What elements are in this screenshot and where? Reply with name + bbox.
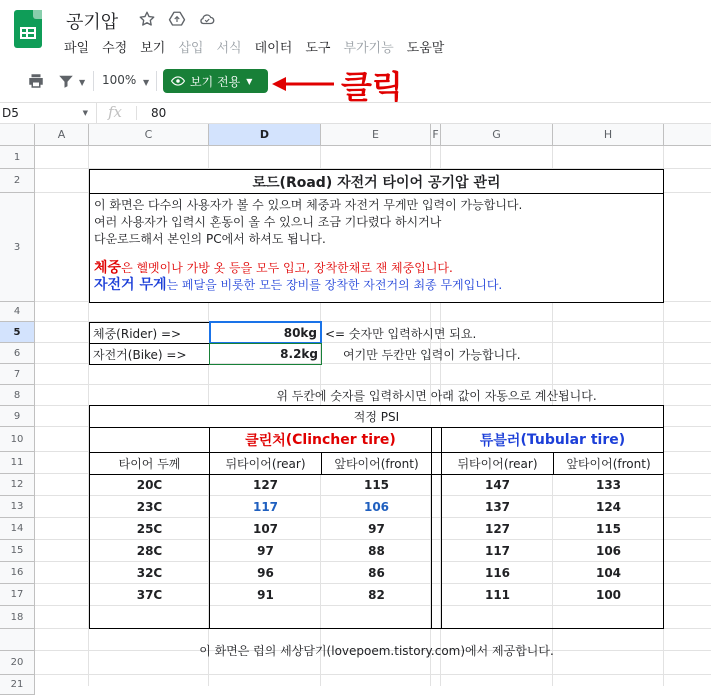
input-hint-2: 여기만 두칸만 입력이 가능합니다. (343, 347, 521, 362)
weight-description: 은 헬멧이나 가방 옷 등을 모두 입고, 장착한채로 잰 체중입니다. (121, 261, 453, 275)
click-annotation: 클릭 (341, 68, 403, 106)
rider-weight-label: 체중(Rider) => (89, 322, 210, 344)
tire-size-32c: 32C (136, 566, 163, 580)
row-header-1[interactable]: 1 (0, 146, 35, 169)
clincher-header (209, 427, 432, 453)
column-header-c[interactable]: C (89, 124, 209, 146)
clincher-rear-32c: 96 (257, 566, 274, 580)
row-header-20[interactable]: 20 (0, 651, 35, 675)
tubular-header (441, 427, 664, 453)
col-label-tubular-front: 앞타이어(front) (553, 452, 664, 475)
sheets-app-icon[interactable] (14, 10, 42, 48)
chevron-down-icon: ▼ (246, 76, 253, 86)
notice-bike-line (94, 277, 502, 294)
clincher-front-20c: 115 (363, 478, 390, 492)
tire-size-20c: 20C (136, 478, 163, 492)
row-header-18[interactable]: 18 (0, 606, 35, 629)
row-header-16[interactable]: 16 (0, 562, 35, 584)
row-header-11[interactable]: 11 (0, 452, 35, 474)
fx-icon: fx (108, 103, 123, 121)
row-header-7[interactable]: 7 (0, 364, 35, 385)
input-hint-1: <= 숫자만 입력하시면 되요. (325, 326, 477, 341)
tire-size-25c: 25C (136, 522, 163, 536)
tubular-front-25c: 115 (595, 522, 622, 536)
menu-bar (64, 37, 457, 57)
bike-weight-label: 자전거(Bike) => (89, 343, 210, 365)
bike-weight-description: 는 페달을 비롯한 모든 장비를 장착한 자전거의 최종 무게입니다. (166, 278, 503, 292)
select-all-corner[interactable] (0, 124, 35, 146)
tubular-rear-28c: 117 (484, 544, 511, 558)
bike-weight-term: 자전거 무게 (94, 277, 167, 293)
tire-type-blank (89, 427, 210, 453)
sheet-grid[interactable] (0, 124, 711, 690)
row-header-2[interactable]: 2 (0, 169, 35, 193)
row-header-10[interactable]: 10 (0, 427, 35, 452)
clincher-front-37c: 82 (368, 588, 385, 602)
cell-reference: D5 (2, 106, 19, 120)
row-header-13[interactable]: 13 (0, 496, 35, 518)
menu-insert[interactable]: 삽입 (178, 41, 204, 56)
tire-size-28c: 28C (136, 544, 163, 558)
row-header-19-box (0, 629, 35, 651)
tubular-rear-37c: 111 (484, 588, 511, 602)
clincher-front-32c: 86 (368, 566, 385, 580)
auto-calc-note: 위 두칸에 숫자를 입력하시면 아래 값이 자동으로 계산됩니다. (276, 389, 597, 403)
view-only-mode-button[interactable] (163, 69, 268, 93)
row-header-6[interactable]: 6 (0, 343, 35, 364)
menu-addons[interactable]: 부가기능 (343, 41, 394, 56)
toolbar-separator (156, 71, 157, 91)
menu-file[interactable]: 파일 (64, 41, 90, 56)
column-header-d[interactable]: D (209, 124, 321, 146)
formula-bar (0, 102, 711, 124)
col-label-clincher-rear: 뒤타이어(rear) (209, 452, 322, 475)
name-box-dropdown-caret[interactable]: ▼ (82, 109, 88, 117)
clincher-front-28c: 88 (368, 544, 385, 558)
notice-line-1: 이 화면은 다수의 사용자가 볼 수 있으며 체중과 자전거 무게만 입력이 가능합니다. (94, 198, 523, 212)
column-header-h[interactable]: H (553, 124, 664, 146)
row-header-5[interactable]: 5 (0, 322, 35, 343)
row-header-17[interactable]: 17 (0, 584, 35, 606)
tire-size-37c: 37C (136, 588, 163, 602)
tubular-rear-32c: 116 (484, 566, 511, 580)
col-label-clincher-front: 앞타이어(front) (321, 452, 432, 475)
tubular-front-20c: 133 (595, 478, 622, 492)
view-only-label: 보기 전용 (190, 74, 241, 89)
cloud-saved-icon[interactable] (198, 10, 216, 28)
row-header-15[interactable]: 15 (0, 540, 35, 562)
row-header-4[interactable]: 4 (0, 302, 35, 322)
filter-dropdown-caret[interactable]: ▼ (79, 78, 86, 87)
col-label-tire-size: 타이어 두께 (89, 452, 210, 475)
eye-icon (171, 74, 185, 88)
clincher-korean: 클린처 (245, 433, 286, 449)
clincher-front-25c: 97 (368, 522, 385, 536)
move-to-drive-icon[interactable] (168, 10, 186, 28)
column-header-blank (664, 124, 711, 146)
row-header-14[interactable]: 14 (0, 518, 35, 540)
print-icon[interactable] (27, 72, 45, 90)
clincher-rear-37c: 91 (257, 588, 274, 602)
column-header-f[interactable]: F (431, 124, 441, 146)
tubular-rear-23c: 137 (484, 500, 511, 514)
column-header-a[interactable]: A (35, 124, 89, 146)
sheet-title-cell[interactable]: 로드(Road) 자전거 타이어 공기압 관리 (89, 169, 664, 194)
formula-separator (136, 106, 137, 120)
rider-weight-input[interactable]: 80kg (209, 321, 322, 344)
filter-icon[interactable] (57, 72, 75, 90)
tubular-front-32c: 104 (595, 566, 622, 580)
column-header-g[interactable]: G (441, 124, 553, 146)
tubular-korean: 튜블러 (479, 433, 521, 449)
notice-weight-line (94, 260, 453, 277)
formula-input[interactable]: 80 (151, 106, 167, 120)
notice-cell[interactable] (89, 193, 664, 303)
clincher-rear-20c: 127 (252, 478, 279, 492)
name-box[interactable] (0, 103, 97, 123)
red-arrow-annotation-icon (272, 77, 336, 91)
clincher-english: (Clincher tire) (285, 432, 396, 448)
notice-line-3: 다운로드해서 본인의 PC에서 하셔도 됩니다. (94, 232, 326, 246)
tire-size-23c: 23C (136, 500, 163, 514)
psi-header: 적정 PSI (89, 405, 664, 428)
menu-help[interactable]: 도움말 (406, 41, 445, 56)
tubular-front-23c: 124 (595, 500, 622, 514)
tubular-rear-20c: 147 (484, 478, 511, 492)
bike-weight-input[interactable]: 8.2kg (209, 343, 322, 365)
row-header-3[interactable]: 3 (0, 193, 35, 302)
menu-view[interactable]: 보기 (140, 41, 166, 56)
footer-credit: 이 화면은 럽의 세상담기(lovepoem.tistory.com)에서 제공합니다. (199, 643, 554, 658)
zoom-dropdown-caret[interactable]: ▼ (143, 78, 150, 87)
psi-divider (431, 474, 432, 629)
clincher-rear-25c: 107 (252, 522, 279, 536)
menu-data[interactable]: 데이터 (254, 41, 293, 56)
zoom-select[interactable]: 100% (102, 73, 137, 87)
tubular-front-28c: 106 (595, 544, 622, 558)
row-header-9[interactable]: 9 (0, 406, 35, 427)
clincher-rear-28c: 97 (257, 544, 274, 558)
notice-line-2: 여러 사용자가 입력시 혼동이 올 수 있으니 조금 기다렸다 하시거나 (94, 215, 442, 229)
gridline (35, 674, 711, 675)
menu-tools[interactable]: 도구 (305, 41, 331, 56)
tubular-english: (Tubular tire) (520, 432, 626, 448)
tubular-front-37c: 100 (595, 588, 622, 602)
clincher-front-23c: 106 (363, 500, 390, 514)
row-header-8[interactable]: 8 (0, 385, 35, 406)
document-title[interactable]: 공기압 (66, 12, 119, 33)
row-header-12[interactable]: 12 (0, 474, 35, 496)
column-header-e[interactable]: E (321, 124, 431, 146)
clincher-rear-23c: 117 (252, 500, 279, 514)
weight-term: 체중 (94, 260, 122, 276)
toolbar-separator (93, 71, 94, 91)
star-icon[interactable] (138, 10, 156, 28)
tubular-rear-25c: 127 (484, 522, 511, 536)
col-label-tubular-rear: 뒤타이어(rear) (441, 452, 554, 475)
row-header-21[interactable]: 21 (0, 675, 35, 695)
menu-format[interactable]: 서식 (216, 41, 242, 56)
menu-edit[interactable]: 수정 (102, 41, 128, 56)
